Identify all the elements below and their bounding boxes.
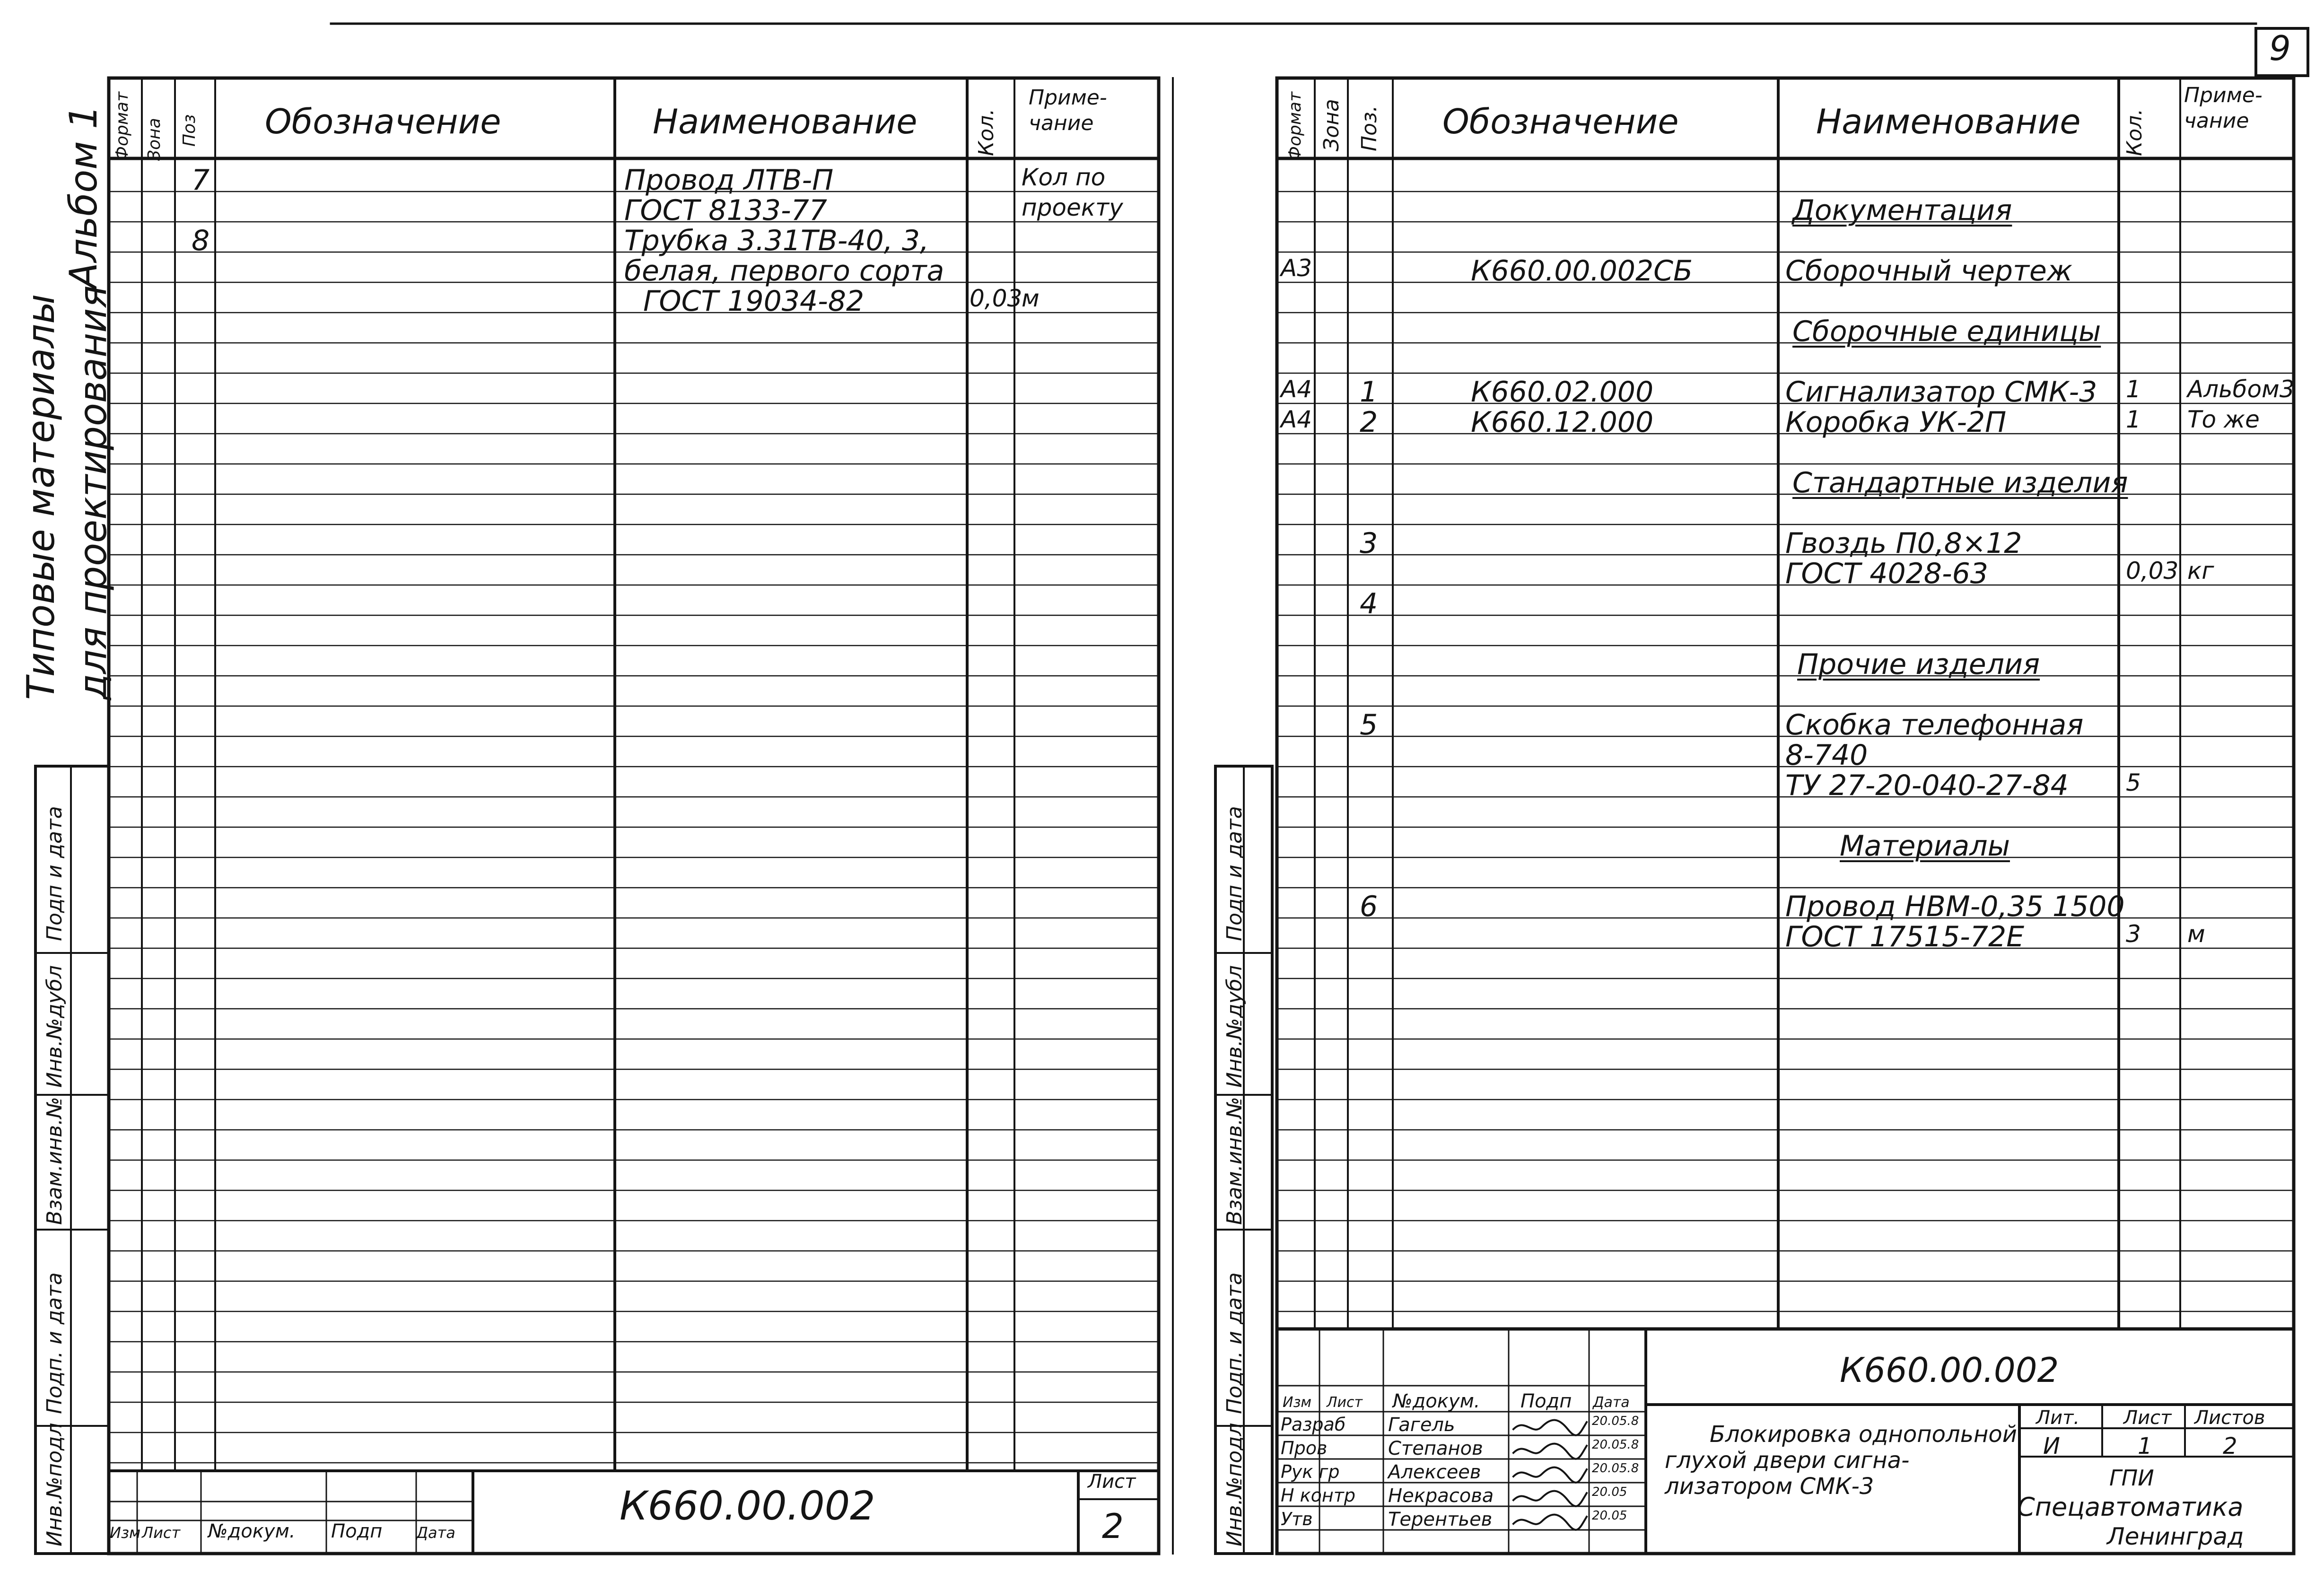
right-row-section-heading: Прочие изделия xyxy=(1797,648,2040,681)
right-row-qty: 0,03 xyxy=(2126,557,2179,585)
right-stamp-sheet-label: Лист xyxy=(2123,1407,2172,1429)
right-stamp-sheets: 2 xyxy=(2223,1433,2237,1459)
right-row-section-heading: Стандартные изделия xyxy=(1792,466,2128,499)
right-row-pos: 2 xyxy=(1360,406,1378,439)
right-stamp-org-1: ГПИ xyxy=(2109,1465,2154,1491)
margin-album: Альбом 1 xyxy=(61,105,105,288)
right-stamp-sheet: 1 xyxy=(2138,1433,2152,1459)
right-row-format: А4 xyxy=(1281,376,1312,403)
stamp-role-name: Степанов xyxy=(1388,1438,1483,1459)
right-stamp-col-izm: Изм xyxy=(1283,1394,1312,1411)
stamp-role-label: Разраб xyxy=(1281,1414,1346,1435)
right-row-note: Альбом3 xyxy=(2187,376,2295,403)
margin-field-4: Подп. и дата xyxy=(43,1272,67,1414)
right-row-section-heading: Материалы xyxy=(1840,830,2010,863)
right-stamp-designation: К660.00.002 xyxy=(1840,1350,2059,1390)
left-col-designation: Обозначение xyxy=(265,102,501,141)
right-row-designation: К660.00.002СБ xyxy=(1471,254,1693,288)
left-stamp-sheet: 2 xyxy=(1102,1506,1124,1546)
stamp-role-label: Рук гр xyxy=(1281,1461,1340,1482)
right-col-name: Наименование xyxy=(1816,102,2081,141)
left-row-note: проекту xyxy=(1022,194,1123,221)
right-row-section-heading: Документация xyxy=(1792,194,2012,227)
signature-mark xyxy=(1513,1420,1587,1435)
right-col-qty: Кол. xyxy=(2123,108,2147,156)
right-row-designation: К660.12.000 xyxy=(1471,406,1654,439)
right-row-pos: 5 xyxy=(1360,708,1378,742)
right-col-format: Формат xyxy=(1285,91,1305,161)
stamp-role-name: Алексеев xyxy=(1388,1461,1481,1483)
stamp-role-label: Н контр xyxy=(1281,1485,1355,1506)
left-row-pos: 8 xyxy=(192,224,210,257)
right-row-name: 8-740 xyxy=(1785,739,1868,772)
right-stamp-title-1: Блокировка однопольной xyxy=(1710,1421,2017,1448)
right-row-format: А4 xyxy=(1281,406,1312,433)
right-stamp-title-3: лизатором СМК-3 xyxy=(1665,1473,1874,1500)
mid-margin-field-4: Подп. и дата xyxy=(1223,1272,1247,1414)
left-stamp-col-sign: Подп xyxy=(331,1520,383,1542)
right-row-format: А3 xyxy=(1281,254,1312,282)
left-row-name: ГОСТ 8133-77 xyxy=(624,194,827,227)
right-row-note: То же xyxy=(2187,406,2260,433)
left-stamp-col-doc: №докум. xyxy=(208,1520,296,1542)
margin-field-5: Инв.№подл xyxy=(43,1423,67,1546)
right-col-pos: Поз. xyxy=(1357,105,1381,151)
right-row-qty: 3 xyxy=(2126,920,2141,948)
mid-margin-field-3: Взам.инв.№ xyxy=(1223,1097,1247,1225)
left-row-name: Провод ЛТВ-П xyxy=(624,164,834,197)
left-row-name: белая, первого сорта xyxy=(624,254,944,288)
stamp-role-name: Гагель xyxy=(1388,1414,1455,1436)
left-row-name: ГОСТ 19034-82 xyxy=(643,285,865,318)
right-row-name: ГОСТ 17515-72Е xyxy=(1785,920,2025,953)
mid-margin-field-2: Инв.№дубл xyxy=(1223,965,1247,1088)
left-col-pos: Поз xyxy=(180,114,199,147)
left-col-qty: Кол. xyxy=(974,108,998,156)
right-row-qty: 5 xyxy=(2126,769,2141,796)
right-row-designation: К660.02.000 xyxy=(1471,376,1654,409)
right-stamp-col-date: Дата xyxy=(1593,1394,1630,1411)
margin-title-line1: Типовые материалы xyxy=(19,294,63,700)
margin-field-1: Подп и дата xyxy=(43,806,67,941)
right-row-name: Скобка телефонная xyxy=(1785,708,2084,742)
left-stamp-designation: К660.00.002 xyxy=(620,1483,875,1529)
stamp-role-label: Пров xyxy=(1281,1438,1328,1459)
right-row-name: Провод НВМ-0,35 1500 xyxy=(1785,890,2125,923)
right-stamp-org-3: Ленинград xyxy=(2107,1523,2244,1550)
right-row-qty: 1 xyxy=(2126,406,2141,433)
right-row-note: кг xyxy=(2187,557,2214,585)
page-number: 9 xyxy=(2269,28,2291,68)
right-row-section-heading: Сборочные единицы xyxy=(1792,315,2101,348)
stamp-role-name: Некрасова xyxy=(1388,1485,1494,1507)
right-row-name: Гвоздь П0,8×12 xyxy=(1785,527,2022,560)
left-stamp-col-izm: Изм xyxy=(110,1524,141,1542)
left-stamp-col-date: Дата xyxy=(416,1524,455,1542)
right-stamp-org-2: Спецавтоматика xyxy=(2017,1492,2244,1522)
right-stamp-col-doc: №докум. xyxy=(1393,1390,1480,1412)
stamp-role-label: Утв xyxy=(1281,1509,1313,1529)
left-row-name: Трубка 3.31ТВ-40, 3, xyxy=(624,224,929,257)
left-stamp-col-list: Лист xyxy=(142,1524,181,1542)
mid-margin-field-1: Подп и дата xyxy=(1223,806,1247,941)
right-stamp-col-sign: Подп xyxy=(1520,1390,1572,1412)
right-sheet-border xyxy=(1277,78,2294,1554)
stamp-role-date: 20.05.8 xyxy=(1592,1461,1639,1476)
margin-title-line2: для проектирования xyxy=(71,285,115,700)
right-col-zone: Зона xyxy=(1319,99,1344,151)
margin-field-3: Взам.инв.№ xyxy=(43,1097,67,1225)
left-row-pos: 7 xyxy=(192,164,210,197)
left-col-note: Приме- чание xyxy=(1029,86,1107,135)
signature-mark xyxy=(1513,1467,1587,1483)
left-col-format: Формат xyxy=(113,91,132,161)
left-col-name: Наименование xyxy=(653,102,917,141)
left-row-note: м xyxy=(1022,285,1040,312)
signature-mark xyxy=(1513,1491,1587,1506)
stamp-role-name: Терентьев xyxy=(1388,1509,1493,1530)
right-col-designation: Обозначение xyxy=(1442,102,1679,141)
left-row-qty: 0,03 xyxy=(970,285,1022,312)
stamp-role-date: 20.05 xyxy=(1592,1485,1627,1499)
right-row-pos: 4 xyxy=(1360,587,1378,620)
right-row-pos: 6 xyxy=(1360,890,1378,923)
right-row-name: ТУ 27-20-040-27-84 xyxy=(1785,769,2069,802)
right-row-name: Коробка УК-2П xyxy=(1785,406,2007,439)
right-stamp-lit-label: Лит. xyxy=(2036,1407,2080,1429)
stamp-role-date: 20.05.8 xyxy=(1592,1414,1639,1428)
right-row-qty: 1 xyxy=(2126,376,2141,403)
left-col-zone: Зона xyxy=(145,118,164,161)
mid-margin-field-5: Инв.№подл xyxy=(1223,1423,1247,1546)
stamp-role-date: 20.05 xyxy=(1592,1509,1627,1523)
margin-field-2: Инв.№дубл xyxy=(43,965,67,1088)
right-stamp-sheets-label: Листов xyxy=(2194,1407,2265,1429)
signature-mark xyxy=(1513,1515,1587,1530)
right-row-name: ГОСТ 4028-63 xyxy=(1785,557,1988,590)
left-stamp-sheet-label: Лист xyxy=(1088,1471,1136,1493)
right-stamp-lit: И xyxy=(2043,1433,2060,1459)
right-row-name: Сигнализатор СМК-3 xyxy=(1785,376,2097,409)
right-row-name: Сборочный чертеж xyxy=(1785,254,2072,288)
right-row-pos: 3 xyxy=(1360,527,1378,560)
right-col-note: Приме- чание xyxy=(2184,83,2263,133)
right-stamp-col-list: Лист xyxy=(1327,1394,1363,1411)
stamp-role-date: 20.05.8 xyxy=(1592,1438,1639,1452)
left-row-note: Кол по xyxy=(1022,164,1106,191)
right-row-pos: 1 xyxy=(1360,376,1378,409)
right-row-note: м xyxy=(2187,920,2205,948)
signature-mark xyxy=(1513,1444,1587,1459)
right-stamp-title-2: глухой двери сигна- xyxy=(1665,1447,1910,1474)
